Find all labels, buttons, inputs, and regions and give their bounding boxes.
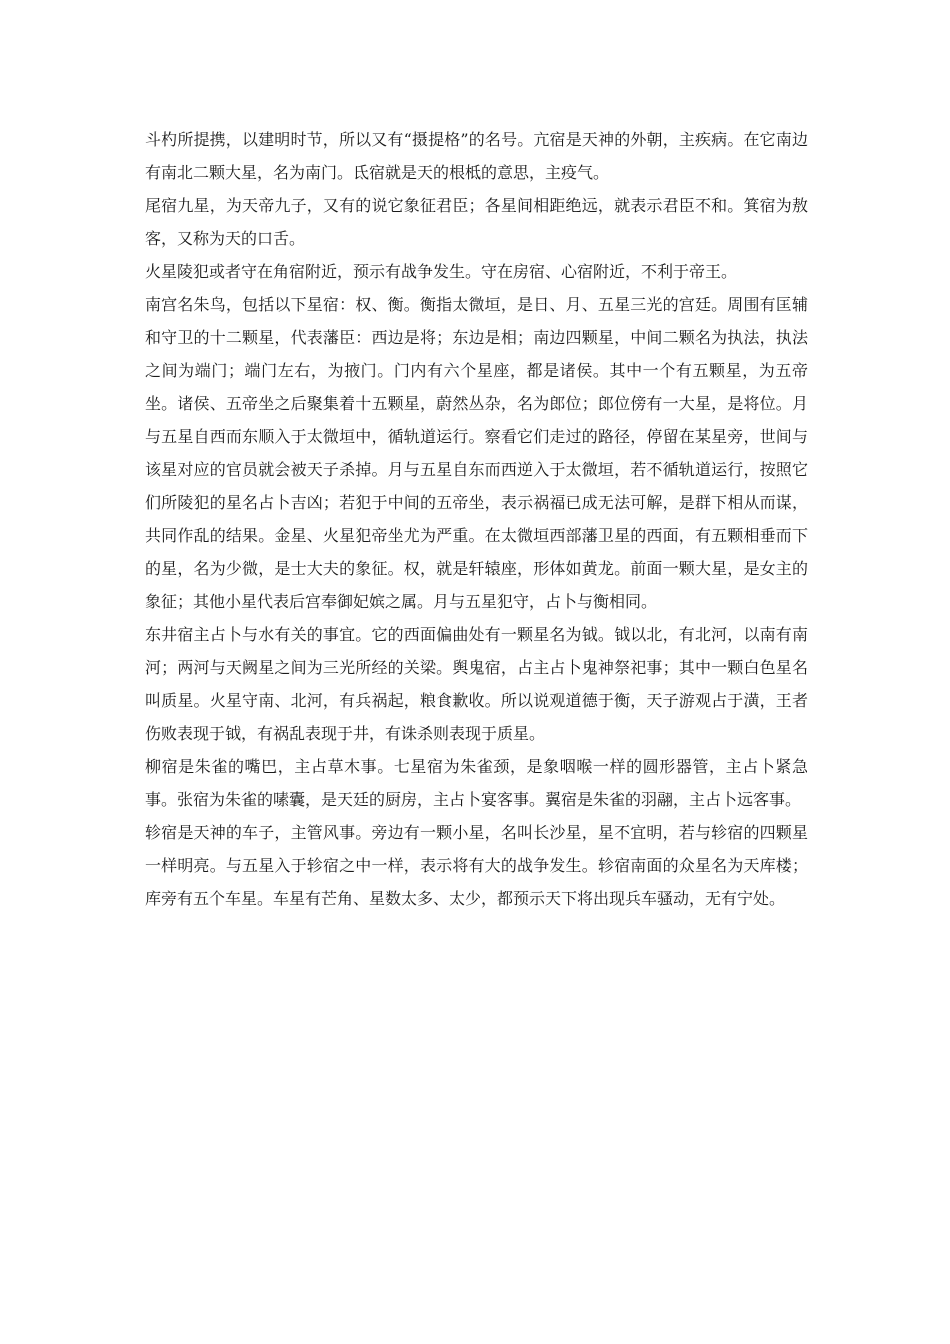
paragraph: 柳宿是朱雀的嘴巴，主占草木事。七星宿为朱雀颈，是象咽喉一样的圆形器管，主占卜紧急事。张宿为朱雀的嗉囊，是天廷的厨房，主占卜宴客事。翼宿是朱雀的羽翮，主占卜远客事。 [145, 757, 808, 809]
paragraph: 斗杓所提携，以建明时节，所以又有“摄提格”的名号。亢宿是天神的外朝，主疾病。在它南边有南北二颗大星，名为南门。氐宿就是天的根柢的意思，主疫气。 [145, 130, 808, 182]
paragraph: 东井宿主占卜与水有关的事宜。它的西面偏曲处有一颗星名为钺。钺以北，有北河，以南有南河；两河与天阙星之间为三光所经的关梁。舆鬼宿，占主占卜鬼神祭祀事；其中一颗白色星名叫质星。火星守南、北河，有兵祸起，粮食歉收。所以说观道德于衡，天子游观占于潢，王者伤败表现于钺，有祸乱表现于井，有诛杀则表现于质星。 [145, 625, 808, 743]
paragraph: 尾宿九星，为天帝九子，又有的说它象征君臣；各星间相距绝远，就表示君臣不和。箕宿为敖客，又称为天的口舌。 [145, 196, 808, 248]
document-body [145, 123, 808, 915]
paragraph: 南宫名朱鸟，包括以下星宿：权、衡。衡指太微垣，是日、月、五星三光的宫廷。周围有匡辅和守卫的十二颗星，代表藩臣：西边是将；东边是相；南边四颗星，中间二颗名为执法，执法之间为端门；端门左右，为掖门。门内有六个星座，都是诸侯。其中一个有五颗星，为五帝坐。诸侯、五帝坐之后聚集着十五颗星，蔚然丛杂，名为郎位；郎位傍有一大星，是将位。月与五星自西而东顺入于太微垣中，循轨道运行。察看它们走过的路径，停留在某星旁，世间与该星对应的官员就会被天子杀掉。月与五星自东而西逆入于太微垣，若不循轨道运行，按照它们所陵犯的星名占卜吉凶；若犯于中间的五帝坐，表示祸福已成无法可解，是群下相从而谋，共同作乱的结果。金星、火星犯帝坐尤为严重。在太微垣西部藩卫星的西面，有五颗相垂而下的星，名为少微，是士大夫的象征。权，就是轩辕座，形体如黄龙。前面一颗大星，是女主的象征；其他小星代表后宫奉御妃嫔之属。月与五星犯守，占卜与衡相同。 [145, 295, 808, 611]
paragraph: 轸宿是天神的车子，主管风事。旁边有一颗小星，名叫长沙星，星不宜明，若与轸宿的四颗星一样明亮。与五星入于轸宿之中一样，表示将有大的战争发生。轸宿南面的众星名为天库楼；库旁有五个车星。车星有芒角、星数太多、太少，都预示天下将出现兵车骚动，无有宁处。 [145, 823, 808, 908]
paragraph: 火星陵犯或者守在角宿附近，预示有战争发生。守在房宿、心宿附近，不利于帝王。 [145, 262, 738, 281]
